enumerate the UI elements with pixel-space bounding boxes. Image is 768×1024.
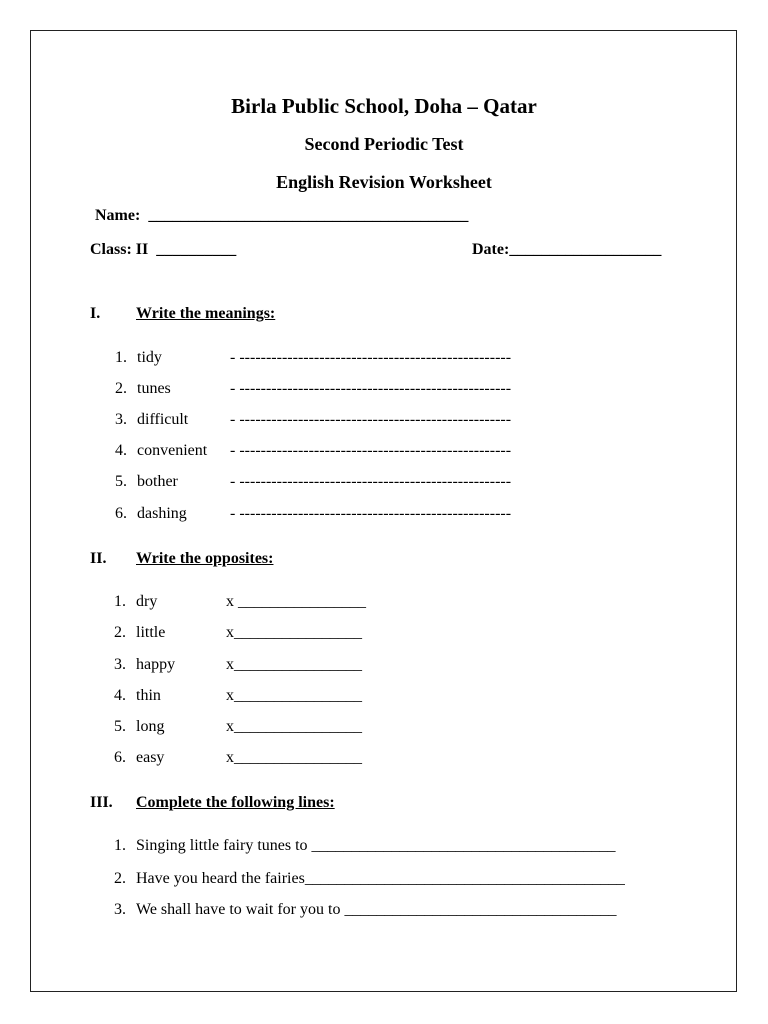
vocab-word: convenient — [137, 442, 208, 459]
section-2-title: Write the opposites: — [136, 550, 274, 567]
answer-line: - --------------------------------------------------- — [230, 380, 512, 397]
item-number: 1. — [114, 593, 126, 610]
name-field: Name: ________________________________________ — [95, 207, 469, 224]
item-number: 4. — [114, 687, 126, 704]
vocab-word: dashing — [137, 505, 187, 522]
item-number: 6. — [115, 505, 127, 522]
item-number: 3. — [114, 656, 126, 673]
item-number: 2. — [114, 624, 126, 641]
item-number: 6. — [114, 749, 126, 766]
item-number: 2. — [114, 870, 126, 887]
answer-line: x ________________ — [226, 593, 366, 610]
answer-line: x________________ — [226, 749, 362, 766]
answer-line: - --------------------------------------------------- — [230, 473, 512, 490]
item-number: 5. — [115, 473, 127, 490]
worksheet-title: English Revision Worksheet — [276, 172, 492, 192]
vocab-word: bother — [137, 473, 178, 490]
item-number: 1. — [114, 837, 126, 854]
opposite-word: long — [136, 718, 165, 735]
answer-line: - --------------------------------------------------- — [230, 411, 512, 428]
item-number: 2. — [115, 380, 127, 397]
answer-line: - --------------------------------------------------- — [230, 349, 512, 366]
opposite-word: little — [136, 624, 166, 641]
completion-line: Have you heard the fairies________________________________________ — [136, 870, 625, 887]
vocab-word: tunes — [137, 380, 171, 397]
completion-line: We shall have to wait for you to __________________________________ — [136, 901, 617, 918]
opposite-word: thin — [136, 687, 161, 704]
opposite-word: dry — [136, 593, 158, 610]
item-number: 3. — [114, 901, 126, 918]
answer-line: - --------------------------------------------------- — [230, 442, 512, 459]
answer-line: x________________ — [226, 718, 362, 735]
answer-line: x________________ — [226, 687, 362, 704]
answer-line: x________________ — [226, 656, 362, 673]
answer-line: - --------------------------------------------------- — [230, 505, 512, 522]
item-number: 5. — [114, 718, 126, 735]
item-number: 1. — [115, 349, 127, 366]
vocab-word: tidy — [137, 349, 162, 366]
opposite-word: easy — [136, 749, 165, 766]
section-3-numeral: III. — [90, 794, 113, 811]
answer-line: x________________ — [226, 624, 362, 641]
school-title: Birla Public School, Doha – Qatar — [231, 94, 537, 118]
section-1-title: Write the meanings: — [136, 305, 276, 322]
section-3-title: Complete the following lines: — [136, 794, 335, 811]
section-2-numeral: II. — [90, 550, 107, 567]
item-number: 3. — [115, 411, 127, 428]
completion-line: Singing little fairy tunes to ______________________________________ — [136, 837, 616, 854]
class-field: Class: II __________ — [90, 241, 237, 258]
test-title: Second Periodic Test — [304, 134, 464, 154]
date-field: Date:___________________ — [472, 241, 662, 258]
item-number: 4. — [115, 442, 127, 459]
vocab-word: difficult — [137, 411, 189, 428]
opposite-word: happy — [136, 656, 176, 673]
section-1-numeral: I. — [90, 305, 101, 322]
